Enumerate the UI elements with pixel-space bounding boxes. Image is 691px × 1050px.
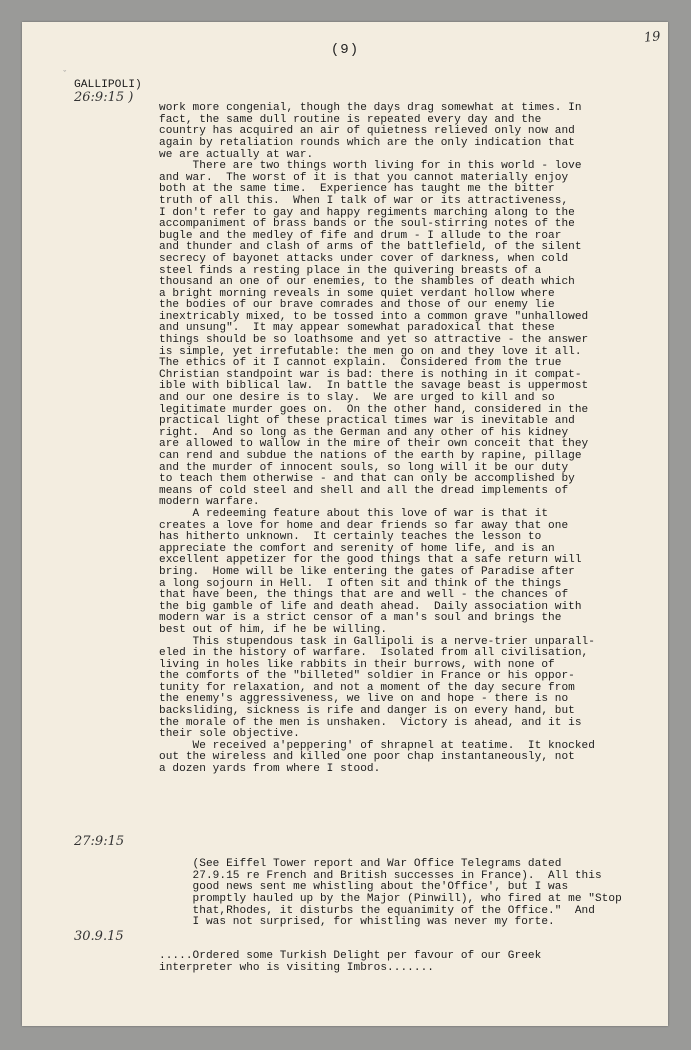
- text-line: the morale of the men is unshaken. Victory is ahead, and it is: [159, 716, 582, 729]
- text-line: 27.9.15 re French and British successes in France). All this: [159, 869, 602, 882]
- text-line: This stupendous task in Gallipoli is a nerve-trier unparall-: [159, 635, 595, 648]
- text-line: interpreter who is visiting Imbros.......: [159, 961, 435, 974]
- text-line: a long sojourn in Hell. I often sit and think of the things: [159, 577, 562, 590]
- entry-2-lines: [159, 859, 659, 929]
- text-line: that,Rhodes, it disturbs the equanimity of the Office." And: [159, 904, 595, 917]
- text-line: I was not surprised, for whistling was never my forte.: [159, 916, 555, 929]
- text-line: the bodies of our brave comrades and those of our enemy lie: [159, 299, 555, 312]
- text-line: to teach them otherwise - and that can only be accomplished by: [159, 473, 575, 486]
- typescript-page: [22, 22, 668, 1026]
- text-line: promptly hauled up by the Major (Pinwill), who fired at me "Stop: [159, 892, 622, 905]
- page-number: (9): [330, 42, 360, 58]
- text-line: living in holes like rabbits in their burrows, with none of: [159, 658, 555, 671]
- text-line: inextricably mixed, to be tossed into a common grave "unhallowed: [159, 310, 589, 323]
- text-line: bring. Home will be like entering the gates of Paradise after: [159, 565, 575, 578]
- text-line: I don't refer to gay and happy regiments marching along to the: [159, 206, 575, 219]
- text-line: legitimate murder goes on. On the other hand, considered in the: [159, 403, 589, 416]
- archive-folio-annotation: 19: [643, 29, 662, 46]
- text-line: practical light of these practical times war is inevitable and: [159, 415, 575, 428]
- text-line: a bright morning reveals in some quiet verdant hollow where: [159, 287, 555, 300]
- diary-entry-3-text: [159, 928, 659, 998]
- entry-1-lines: [159, 103, 659, 775]
- text-line: fact, the same dull routine is repeated every day and the: [159, 113, 542, 126]
- text-line: both at the same time. Experience has taught me the bitter: [159, 183, 555, 196]
- text-line: work more congenial, though the days drag somewhat at times. In: [159, 102, 582, 115]
- text-line: we are actually at war.: [159, 148, 314, 161]
- text-line: modern war is a strict censor of a man's soul and brings the: [159, 612, 562, 625]
- text-line: modern warfare.: [159, 496, 260, 509]
- text-line: accompaniment of brass bands or the soul-stirring notes of the: [159, 218, 575, 231]
- text-line: backsliding, sickness is rife and danger is on every hand, but: [159, 705, 575, 718]
- text-line: (See Eiffel Tower report and War Office Telegrams dated: [159, 858, 562, 871]
- text-line: good news sent me whistling about the'Office', but I was: [159, 881, 569, 894]
- text-line: has hitherto unknown. It certainly teaches the lesson to: [159, 531, 542, 544]
- text-line: their sole objective.: [159, 728, 300, 741]
- date-label-entry-2: 27:9:15: [74, 834, 125, 849]
- text-line: A redeeming feature about this love of war is that it: [159, 507, 549, 520]
- date-label: 26:9:15 ): [74, 89, 134, 105]
- text-line: appreciate the comfort and serenity of home life, and is an: [159, 542, 555, 555]
- text-line: the big gamble of life and death ahead. Daily association with: [159, 600, 582, 613]
- text-line: and the murder of innocent souls, so long will it be our duty: [159, 461, 569, 474]
- date-label-entry-3: 30.9.15: [74, 929, 124, 944]
- text-line: again by retaliation rounds which are the only indication that: [159, 136, 575, 149]
- text-line: thousand an one of our enemies, to the shambles of death which: [159, 276, 575, 289]
- text-line: are allowed to wallow in the mire of their own conceit that they: [159, 438, 589, 451]
- text-line: excellent appetizer for the good things that a safe return will: [159, 554, 582, 567]
- text-line: ible with biblical law. In battle the savage beast is uppermost: [159, 380, 589, 393]
- text-line: .....Ordered some Turkish Delight per favour of our Greek: [159, 950, 542, 963]
- text-line: best out of him, if he be willing.: [159, 623, 388, 636]
- text-line: truth of all this. When I talk of war or its attractiveness,: [159, 194, 569, 207]
- text-line: There are two things worth living for in this world - love: [159, 160, 582, 173]
- text-line: the comforts of the "billeted" soldier in France or his oppor-: [159, 670, 575, 683]
- text-line: means of cold steel and shell and all the dread implements of: [159, 484, 569, 497]
- place-label: GALLIPOLI): [74, 79, 142, 91]
- text-line: and thunder and clash of arms of the battlefield, of the silent: [159, 241, 582, 254]
- text-line: The ethics of it I cannot explain. Considered from the true: [159, 357, 562, 370]
- text-line: eled in the history of warfare. Isolated from all civilisation,: [159, 647, 589, 660]
- margin-heading-entry-1: [74, 80, 142, 105]
- text-line: We received a'peppering' of shrapnel at teatime. It knocked: [159, 739, 595, 752]
- text-line: and unsung". It may appear somewhat paradoxical that these: [159, 322, 555, 335]
- text-line: that have been, the things that are and well - the chances of: [159, 589, 569, 602]
- text-line: Christian standpoint war is bad: there is nothing in it compat-: [159, 368, 582, 381]
- text-line: country has acquired an air of quietness relieved only now and: [159, 125, 575, 138]
- text-line: is simple, yet irrefutable: the men go on and they love it all.: [159, 345, 582, 358]
- text-line: things should be so loathsome and yet so attractive - the answer: [159, 334, 589, 347]
- text-line: tunity for relaxation, and not a moment of the day secure from: [159, 681, 575, 694]
- text-line: and war. The worst of it is that you cannot materially enjoy: [159, 171, 569, 184]
- text-line: can rend and subdue the nations of the earth by rapine, pillage: [159, 450, 582, 462]
- text-line: creates a love for home and dear friends so far away that one: [159, 519, 569, 532]
- entry-3-lines: [159, 951, 659, 974]
- text-line: secrecy of bayonet attacks under cover of darkness, when cold: [159, 252, 569, 265]
- text-line: bugle and the medley of fife and drum - I allude to the roar: [159, 229, 562, 242]
- text-line: steel finds a resting place in the quivering breasts of a: [159, 264, 542, 277]
- diary-entry-1-text: [159, 80, 659, 799]
- text-line: out the wireless and killed one poor chap instantaneously, not: [159, 751, 575, 764]
- text-line: right. And so long as the German and any other of his kidney: [159, 426, 569, 439]
- text-line: and our one desire is to slay. We are urged to kill and so: [159, 392, 555, 405]
- text-line: the enemy's aggressiveness, we live on and hope - there is no: [159, 693, 569, 706]
- text-line: a dozen yards from where I stood.: [159, 763, 381, 776]
- pencil-tick-mark: ˇ: [62, 70, 68, 80]
